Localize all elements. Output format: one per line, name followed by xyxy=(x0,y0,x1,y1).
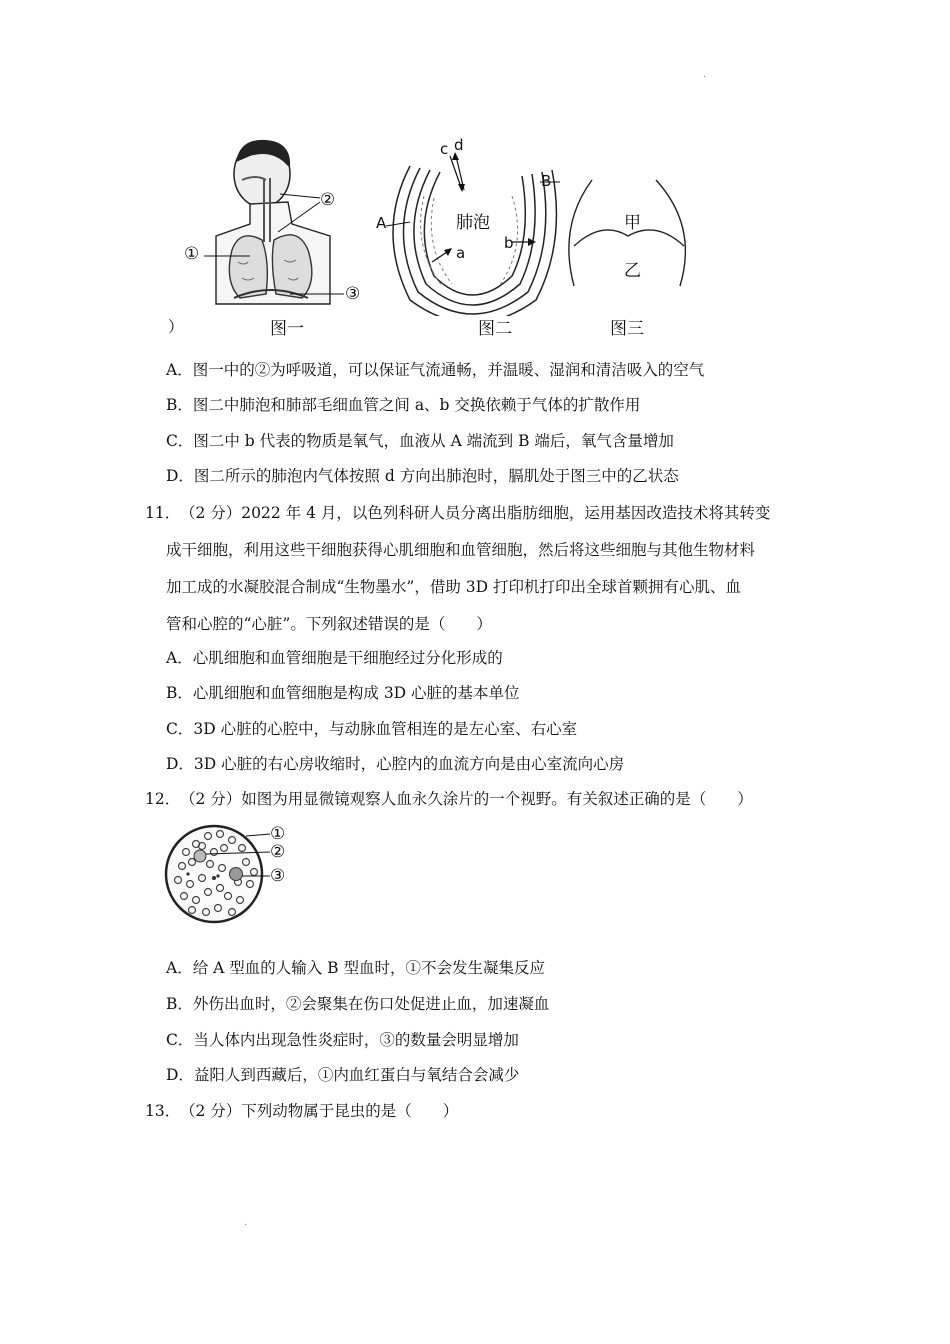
figure-2-label-d: d xyxy=(454,136,464,154)
q11-option-d: D．3D 心脏的右心房收缩时，心腔内的血流方向是由心室流向心房 xyxy=(166,755,625,773)
figure-1-label-2: ② xyxy=(320,190,336,210)
figure-1-label-1: ① xyxy=(184,244,200,264)
q10-option-d: D．图二所示的肺泡内气体按照 d 方向出肺泡时，膈肌处于图三中的乙状态 xyxy=(166,467,679,485)
q12-option-a: A．给 A 型血的人输入 B 型血时，①不会发生凝集反应 xyxy=(166,959,545,977)
figure-2-label-c: c xyxy=(440,140,449,158)
figure-2-label-A: A xyxy=(376,214,387,232)
q11-option-c: C．3D 心脏的心腔中，与动脉血管相连的是左心室、右心室 xyxy=(166,720,578,738)
q11-stem-line-2: 成干细胞，利用这些干细胞获得心肌细胞和血管细胞，然后将这些细胞与其他生物材料 xyxy=(166,541,756,559)
q11-option-a: A．心肌细胞和血管细胞是干细胞经过分化形成的 xyxy=(166,649,503,667)
q12-stem: （2 分）如图为用显微镜观察人血永久涂片的一个视野。有关叙述正确的是（ ） xyxy=(180,790,753,808)
q10-stem-tail: ） xyxy=(168,318,184,336)
figure-2-label-b: b xyxy=(504,234,514,252)
figure-2-caption: 图二 xyxy=(478,319,512,339)
smear-label-1: ① xyxy=(270,824,286,844)
top-page-mark: · xyxy=(703,72,707,83)
q10-option-b: B．图二中肺泡和肺部毛细血管之间 a、b 交换依赖于气体的扩散作用 xyxy=(166,396,641,414)
figure-2-alveolus-label: 肺泡 xyxy=(456,213,490,233)
q12-option-c: C．当人体内出现急性炎症时，③的数量会明显增加 xyxy=(166,1031,519,1049)
figure-1-caption: 图一 xyxy=(270,319,304,339)
q10-option-c: C．图二中 b 代表的物质是氧气，血液从 A 端流到 B 端后，氧气含量增加 xyxy=(166,432,674,450)
smear-label-3: ③ xyxy=(270,866,286,886)
q11-stem-line-3: 加工成的水凝胶混合制成“生物墨水”，借助 3D 打印机打印出全球首颗拥有心肌、血 xyxy=(166,578,741,596)
q12-option-b: B．外伤出血时，②会聚集在伤口处促进止血，加速凝血 xyxy=(166,995,550,1013)
figure-2-label-a: a xyxy=(456,244,466,262)
figure-3-caption: 图三 xyxy=(610,319,644,339)
figure-3-label-jia: 甲 xyxy=(624,213,641,233)
figure-1-label-3: ③ xyxy=(345,284,361,304)
q11-number: 11． xyxy=(145,504,181,522)
q13-stem: （2 分）下列动物属于昆虫的是（ ） xyxy=(180,1102,459,1120)
q11-option-b: B．心肌细胞和血管细胞是构成 3D 心脏的基本单位 xyxy=(166,684,520,702)
bottom-page-mark: · xyxy=(244,1220,248,1231)
q11-stem-line-1: （2 分）2022 年 4 月，以色列科研人员分离出脂肪细胞，运用基因改造技术将其转变 xyxy=(180,504,771,522)
q13-number: 13． xyxy=(145,1102,181,1120)
figure-2-label-B: B xyxy=(541,172,552,190)
q11-stem-line-4: 管和心腔的“心脏”。下列叙述错误的是（ ） xyxy=(166,615,492,633)
smear-label-2: ② xyxy=(270,842,286,862)
figure-3-label-yi: 乙 xyxy=(624,261,641,281)
q10-option-a: A．图一中的②为呼吸道，可以保证气流通畅，并温暖、湿润和清洁吸入的空气 xyxy=(166,361,705,379)
q12-option-d: D．益阳人到西藏后，①内血红蛋白与氧结合会减少 xyxy=(166,1066,520,1084)
q12-number: 12． xyxy=(145,790,181,808)
